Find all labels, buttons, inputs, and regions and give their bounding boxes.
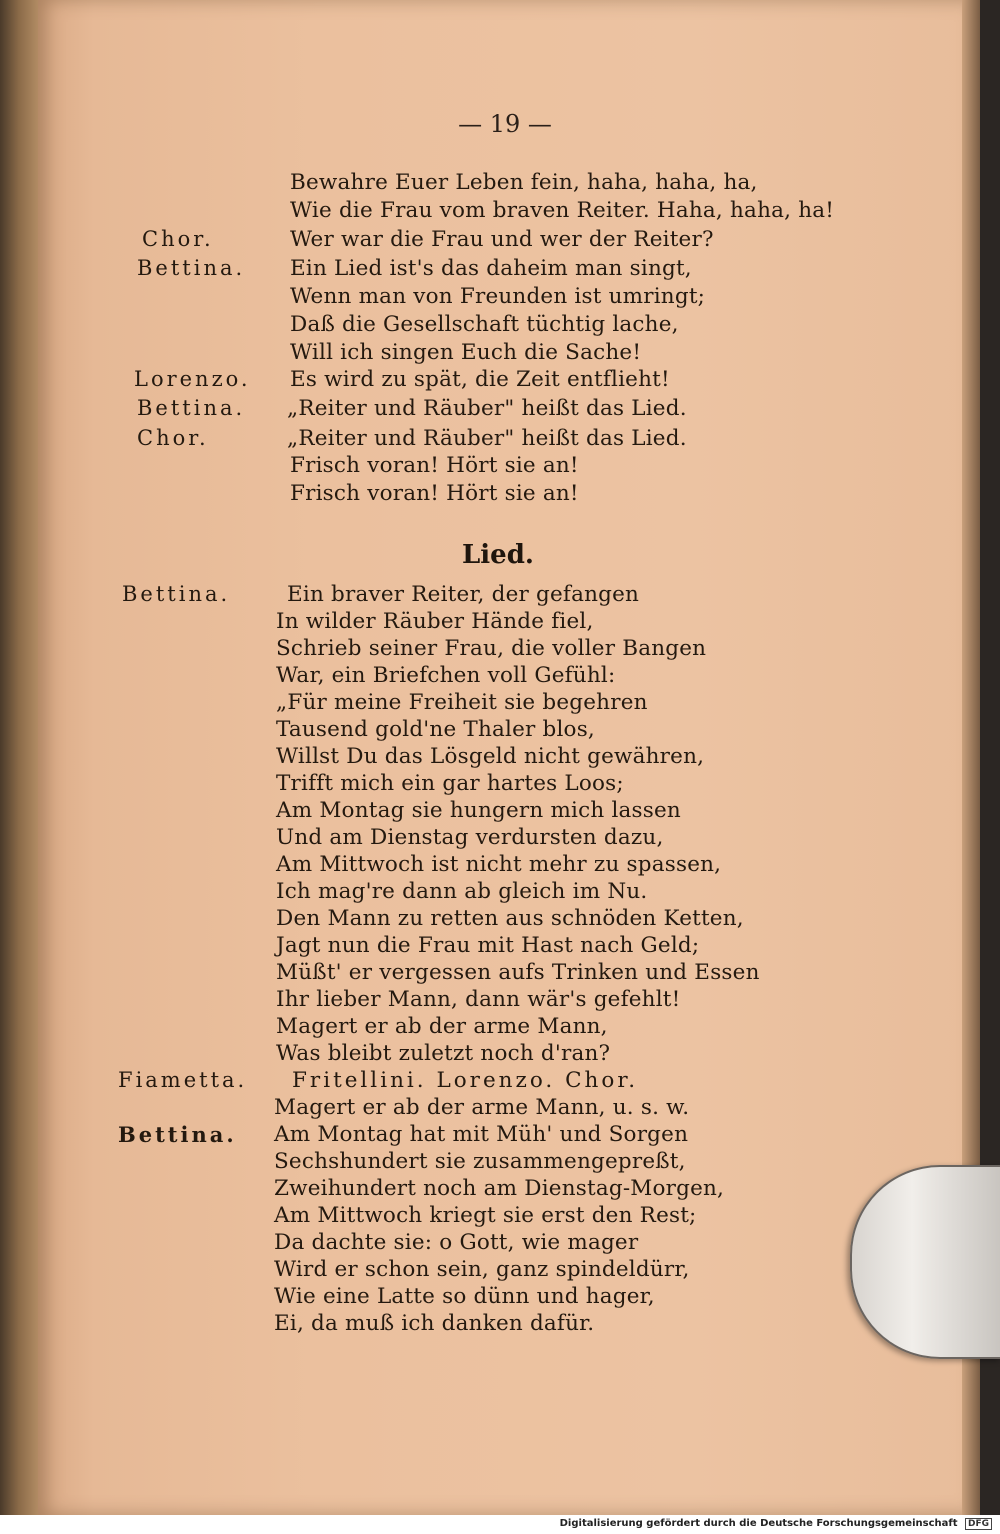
- text-line: Zweihundert noch am Dienstag-Morgen,: [274, 1176, 725, 1201]
- speaker-label: Fiametta.: [118, 1068, 248, 1092]
- text-line: War, ein Briefchen voll Gefühl:: [276, 663, 616, 688]
- digitization-credit-text: Digitalisierung gefördert durch die Deutsche Forschungsgemeinschaft: [559, 1518, 958, 1529]
- text-line: Tausend gold'ne Thaler blos,: [276, 717, 595, 742]
- text-line: Ich mag're dann ab gleich im Nu.: [276, 879, 648, 904]
- speaker-label: Chor.: [137, 426, 209, 450]
- text-line: Jagt nun die Frau mit Hast nach Geld;: [276, 933, 700, 958]
- text-line: In wilder Räuber Hände fiel,: [276, 609, 594, 634]
- text-line: Trifft mich ein gar hartes Loos;: [276, 771, 624, 796]
- text-line: Und am Dienstag verdursten dazu,: [276, 825, 664, 850]
- text-line: Ihr lieber Mann, dann wär's gefehlt!: [276, 987, 681, 1012]
- text-line: Am Montag sie hungern mich lassen: [276, 798, 681, 823]
- text-line: Es wird zu spät, die Zeit entflieht!: [290, 367, 670, 392]
- speaker-label: Lorenzo.: [134, 367, 251, 391]
- text-line: Magert er ab der arme Mann, u. s. w.: [274, 1095, 690, 1120]
- text-line: Schrieb seiner Frau, die voller Bangen: [276, 636, 707, 661]
- song-heading: Lied.: [462, 540, 534, 570]
- text-line: Ein Lied ist's das daheim man singt,: [290, 256, 692, 281]
- text-line: Wird er schon sein, ganz spindeldürr,: [274, 1257, 690, 1282]
- text-line: Ei, da muß ich danken dafür.: [274, 1311, 595, 1336]
- text-line: Am Mittwoch kriegt sie erst den Rest;: [274, 1203, 697, 1228]
- text-line: „Reiter und Räuber" heißt das Lied.: [287, 426, 687, 451]
- text-line: Ein braver Reiter, der gefangen: [287, 582, 640, 607]
- text-line: Den Mann zu retten aus schnöden Ketten,: [276, 906, 744, 931]
- text-line: Willst Du das Lösgeld nicht gewähren,: [276, 744, 705, 769]
- text-line: Müßt' er vergessen aufs Trinken und Essen: [276, 960, 760, 985]
- text-line: Wie eine Latte so dünn und hager,: [274, 1284, 655, 1309]
- text-line: Sechshundert sie zusammengepreßt,: [274, 1149, 686, 1174]
- speaker-label: Bettina.: [118, 1122, 237, 1147]
- page-number: — 19 —: [458, 110, 552, 138]
- text-line: Wer war die Frau und wer der Reiter?: [290, 227, 714, 252]
- speaker-label: Bettina.: [137, 256, 246, 280]
- speaker-label: Chor.: [142, 227, 214, 251]
- text-line: Will ich singen Euch die Sache!: [290, 340, 642, 365]
- text-line: Da dachte sie: o Gott, wie mager: [274, 1230, 639, 1255]
- text-line: Wenn man von Freunden ist umringt;: [290, 284, 706, 309]
- speaker-label: Bettina.: [122, 582, 231, 606]
- text-line: Frisch voran! Hört sie an!: [290, 481, 579, 506]
- text-line: Fritellini. Lorenzo. Chor.: [292, 1068, 639, 1093]
- text-line: Am Montag hat mit Müh' und Sorgen: [274, 1122, 689, 1147]
- dfg-logo-icon: DFG: [965, 1518, 992, 1530]
- text-line: Wie die Frau vom braven Reiter. Haha, haha, ha!: [290, 198, 835, 223]
- text-line: Frisch voran! Hört sie an!: [290, 453, 579, 478]
- text-line: Daß die Gesellschaft tüchtig lache,: [290, 312, 679, 337]
- text-line: Magert er ab der arme Mann,: [276, 1014, 608, 1039]
- digitization-credit: [560, 1518, 992, 1530]
- text-line: „Reiter und Räuber" heißt das Lied.: [287, 396, 687, 421]
- text-line: Was bleibt zuletzt noch d'ran?: [276, 1041, 611, 1066]
- speaker-label: Bettina.: [137, 396, 246, 420]
- text-line: Am Mittwoch ist nicht mehr zu spassen,: [276, 852, 722, 877]
- text-line: „Für meine Freiheit sie begehren: [276, 690, 648, 715]
- text-line: Bewahre Euer Leben fein, haha, haha, ha,: [290, 170, 758, 195]
